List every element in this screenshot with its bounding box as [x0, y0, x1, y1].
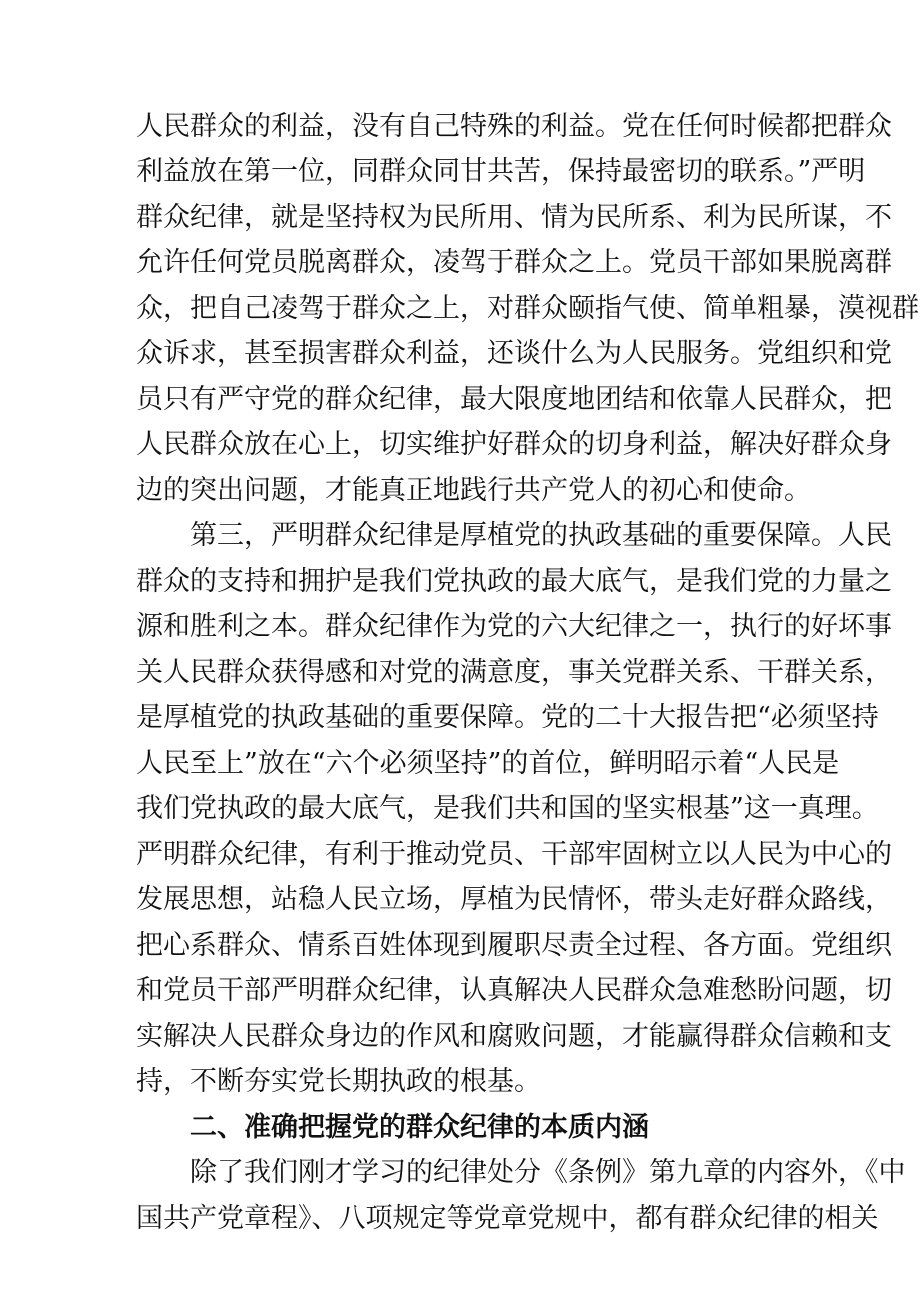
paragraph-1-line-3: 群众纪律，就是坚持权为民所用、情为民所系、利为民所谋，不 — [136, 202, 892, 233]
paragraph-2-line-10: 把心系群众、情系百姓体现到履职尽责全过程、各方面。党组织 — [136, 930, 892, 961]
paragraph-1-line-9: 边的突出问题，才能真正地践行共产党人的初心和使命。 — [136, 475, 811, 506]
paragraph-1-line-2: 利益放在第一位，同群众同甘共苦，保持最密切的联系。”严明 — [136, 156, 866, 187]
paragraph-1-line-5: 众，把自己凌驾于群众之上，对群众颐指气使、简单粗暴，漠视群 — [136, 293, 919, 324]
paragraph-2-line-11: 和党员干部严明群众纪律，认真解决人民群众急难愁盼问题，切 — [136, 975, 892, 1006]
paragraph-2-line-4: 关人民群众获得感和对党的满意度，事关党群关系、干群关系， — [136, 657, 892, 688]
paragraph-2-line-12: 实解决人民群众身边的作风和腐败问题，才能赢得群众信赖和支 — [136, 1021, 892, 1052]
paragraph-1-line-1: 人民群众的利益，没有自己特殊的利益。党在任何时候都把群众 — [136, 111, 892, 142]
paragraph-1-line-4: 允许任何党员脱离群众，凌驾于群众之上。党员干部如果脱离群 — [136, 247, 892, 278]
paragraph-2-line-8: 严明群众纪律，有利于推动党员、干部牢固树立以人民为中心的 — [136, 839, 892, 870]
paragraph-3-line-1: 除了我们刚才学习的纪律处分《条例》第九章的内容外，《中 — [190, 1157, 906, 1188]
paragraph-1-line-6: 众诉求，甚至损害群众利益，还谈什么为人民服务。党组织和党 — [136, 338, 892, 369]
paragraph-2-line-7: 我们党执政的最大底气，是我们共和国的坚实根基”这一真理。 — [136, 793, 879, 824]
paragraph-1-line-7: 员只有严守党的群众纪律，最大限度地团结和依靠人民群众，把 — [136, 384, 892, 415]
paragraph-2-line-5: 是厚植党的执政基础的重要保障。党的二十大报告把“必须坚持 — [136, 702, 879, 733]
paragraph-2-line-2: 群众的支持和拥护是我们党执政的最大底气，是我们党的力量之 — [136, 566, 892, 597]
paragraph-2-line-3: 源和胜利之本。群众纪律作为党的六大纪律之一，执行的好坏事 — [136, 611, 892, 642]
paragraph-2-line-9: 发展思想，站稳人民立场，厚植为民情怀，带头走好群众路线， — [136, 884, 892, 915]
paragraph-1-line-8: 人民群众放在心上，切实维护好群众的切身利益，解决好群众身 — [136, 429, 892, 460]
paragraph-2-line-13: 持，不断夯实党长期执政的根基。 — [136, 1066, 541, 1097]
paragraph-2-line-1: 第三，严明群众纪律是厚植党的执政基础的重要保障。人民 — [190, 520, 892, 551]
paragraph-2-line-6: 人民至上”放在“六个必须坚持”的首位，鲜明昭示着“人民是 — [136, 748, 840, 779]
paragraph-3-line-2: 国共产党章程》、八项规定等党章党规中，都有群众纪律的相关 — [136, 1203, 879, 1234]
section-heading: 二、准确把握党的群众纪律的本质内涵 — [190, 1112, 649, 1143]
